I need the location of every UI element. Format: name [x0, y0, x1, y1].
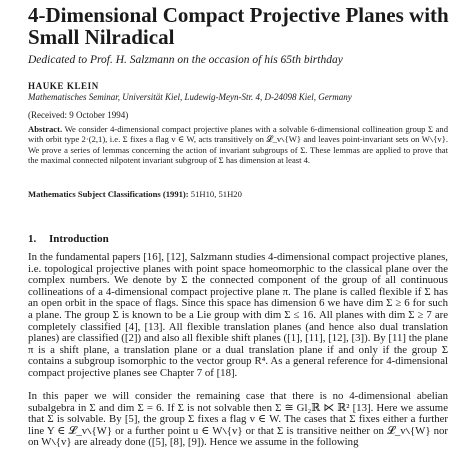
- abstract-text: We consider 4-dimensional compact projective planes with a solvable 6-dimensional collineation group Σ and with orbit type 2·(2,1), i.e. Σ fixes a flag v ∈ W, acts transitively on 𝓛_v∖{W} and leaves point-invariant sets on W∖{v}. We prove a series of lemmas concerning the action of invariant subgroups of Σ. These lemmas are applied to prove that the maximal connected nilpotent invariant subgroup of Σ has dimension at least 4.: [28, 124, 449, 166]
- author-affiliation: Mathematisches Seminar, Universität Kiel, Ludewig-Meyn-Str. 4, D-24098 Kiel, Germany: [28, 92, 352, 102]
- received-date: (Received: 9 October 1994): [28, 110, 129, 120]
- msc-codes: 51H10, 51H20: [190, 189, 242, 199]
- intro-paragraph-2: In this paper we will consider the remaining case that there is no 4-dimensional abelian subalgebra in Σ and dim Σ = 6. If Σ is not solvable then Σ ≅ Gl₂ℝ ⋉ ℝ² [13]. Here we assume that Σ is solvable. By [5], the group Σ fixes a flag v ∈ W. The cases that Σ fixes either a further line Y ∈ 𝓛_v∖{W} or a further point u ∈ W∖{v} or that Σ is transitive neither on 𝓛_v∖{W} nor on W∖{v} are already done ([5], [8], [9]). Hence we assume in the following: [28, 390, 448, 449]
- section-title: Introduction: [49, 233, 109, 245]
- paper-title: 4-Dimensional Compact Projective Planes with Small Nilradical: [28, 3, 449, 49]
- author-name: HAUKE KLEIN: [28, 81, 99, 91]
- dedication: Dedicated to Prof. H. Salzmann on the occasion of his 65th birthday: [28, 54, 343, 66]
- section-number: 1.: [28, 233, 37, 245]
- abstract-label: Abstract.: [28, 124, 63, 134]
- author-block: [28, 81, 448, 103]
- msc-classification: [28, 189, 242, 199]
- intro-paragraph-1: In the fundamental papers [16], [12], Salzmann studies 4-dimensional compact projective planes, i.e. topological projective planes with point space homeomorphic to the classical plane over the complex numbers. We denote by Σ the connected component of the group of all continuous collineations of a 4-dimensional compact projective plane π. The plane is called flexible if Σ has an open orbit in the space of flags. Since this space has dimension 6 we have dim Σ ≥ 6 for such a plane. The group Σ is known to be a Lie group with dim Σ ≤ 16. All planes with dim Σ ≥ 7 are completely classified [4], [13]. All flexible translation planes (and hence also dual translation planes) are classified ([2]) and also all flexible shift planes ([1], [11], [12], [3]). By [11] the plane π is a shift plane, a translation plane or a dual translation plane if and only if the group Σ contains a subgroup isomorphic to the vector group R⁴. As a general reference for 4-dimensional compact projective planes see Chapter 7 of [18].: [28, 251, 448, 379]
- section-heading: [28, 233, 109, 246]
- abstract: [28, 124, 448, 166]
- msc-label: Mathematics Subject Classifications (1991):: [28, 189, 189, 199]
